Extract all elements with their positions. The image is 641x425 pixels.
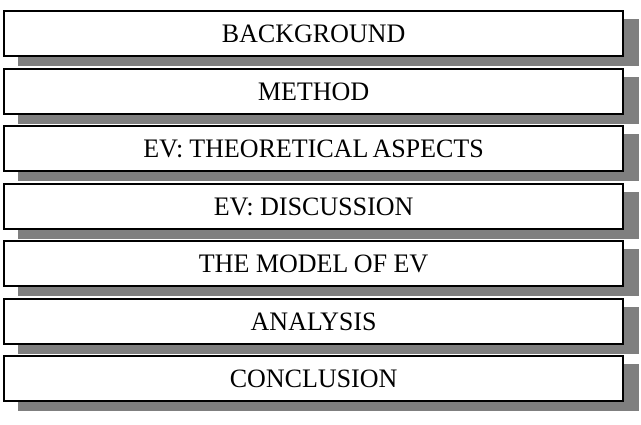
section-box-background [3,10,624,57]
section-label-analysis: ANALYSIS [250,306,377,336]
section-label-discussion: EV: DISCUSSION [213,191,414,221]
section-box-theoretical-aspects [3,125,624,172]
section-box-analysis [3,298,624,345]
section-box-conclusion [3,355,624,402]
section-box-method [3,68,624,115]
section-label-background: BACKGROUND [221,18,406,48]
section-label-method: METHOD [257,76,370,106]
section-label-model: THE MODEL OF EV [198,248,429,278]
section-label-conclusion: CONCLUSION [229,363,398,393]
section-box-model [3,240,624,287]
section-box-discussion [3,183,624,230]
section-label-theoretical-aspects: EV: THEORETICAL ASPECTS [143,133,484,163]
